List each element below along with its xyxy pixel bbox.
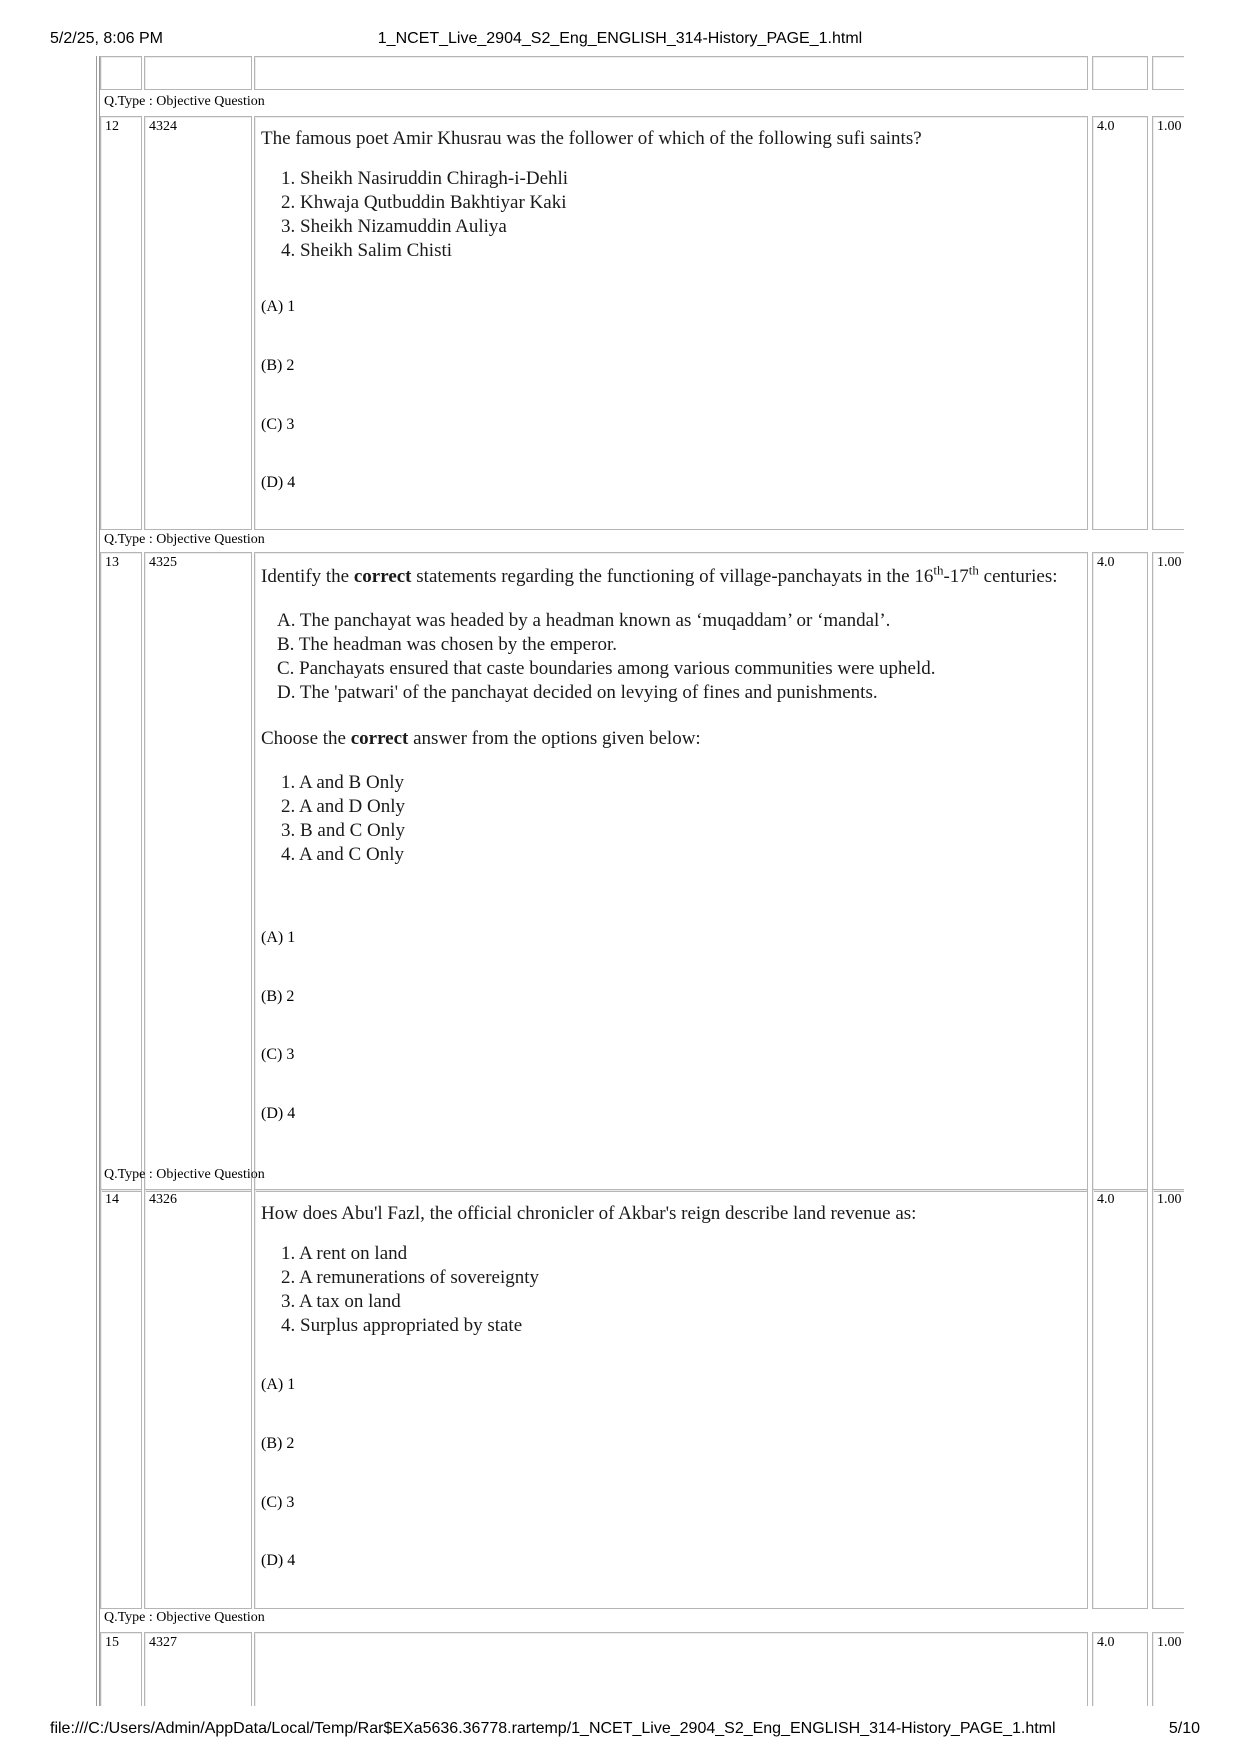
marks-cell-q15	[1092, 1632, 1148, 1706]
choice-list	[281, 1242, 1071, 1338]
emphasis-correct: correct	[350, 728, 409, 749]
option-b[interactable]: (B) 2	[261, 988, 295, 1005]
option-a[interactable]: (A) 1	[261, 298, 296, 315]
choice-item: 3. B and C Only	[281, 820, 406, 841]
marks-value: 4.0	[1097, 555, 1115, 570]
statement-item: A. The panchayat was headed by a headman known as ‘muqaddam’ or ‘mandal’.	[277, 610, 891, 631]
qid-cell-q14	[144, 1189, 252, 1609]
choice-item: 3. Sheikh Nizamuddin Auliya	[281, 216, 507, 237]
marks-value: 4.0	[1097, 1192, 1115, 1207]
marks-value: 4.0	[1097, 119, 1115, 134]
question-text: How does Abu'l Fazl, the official chronicler of Akbar's reign describe land revenue as:	[261, 1203, 917, 1224]
option-c[interactable]: (C) 3	[261, 416, 295, 433]
option-c[interactable]: (C) 3	[261, 1046, 295, 1063]
negative-marks-value: 1.00	[1157, 1192, 1182, 1207]
choice-item: 4. Surplus appropriated by state	[281, 1315, 523, 1336]
prev-marks-cell	[1092, 56, 1148, 90]
qid-cell-q15	[144, 1632, 252, 1706]
prev-question-cell	[254, 56, 1088, 90]
choice-item: 1. A and B Only	[281, 772, 404, 793]
option-b[interactable]: (B) 2	[261, 1435, 295, 1452]
choice-item: 3. A tax on land	[281, 1291, 401, 1312]
statement-item: B. The headman was chosen by the emperor.	[277, 634, 617, 655]
question-cell-q13	[254, 552, 1088, 1192]
question-id: 4327	[149, 1635, 177, 1650]
marks-cell-q13	[1092, 552, 1148, 1192]
option-d[interactable]: (D) 4	[261, 1552, 296, 1569]
serial-number: 14	[105, 1192, 119, 1207]
negative-cell-q14	[1152, 1189, 1184, 1609]
statement-item: C. Panchayats ensured that caste boundaries among various communities were upheld.	[277, 658, 936, 679]
choice-item: 2. A and D Only	[281, 796, 406, 817]
choice-item: 4. Sheikh Salim Chisti	[281, 240, 453, 261]
serial-number: 13	[105, 555, 119, 570]
sno-cell-q13	[100, 552, 142, 1192]
frame-border	[96, 56, 97, 1706]
question-stem-q14	[261, 1202, 1071, 1338]
negative-marks-value: 1.00	[1157, 555, 1182, 570]
qid-cell-q13	[144, 552, 252, 1192]
choice-item: 2. A remunerations of sovereignty	[281, 1267, 540, 1288]
option-c[interactable]: (C) 3	[261, 1494, 295, 1511]
question-id: 4325	[149, 555, 177, 570]
question-cell-q14	[254, 1189, 1088, 1609]
question-id: 4324	[149, 119, 177, 134]
option-b[interactable]: (B) 2	[261, 357, 295, 374]
qtype-label-q15: Q.Type : Objective Question	[104, 1610, 265, 1625]
print-page-number: 5/10	[1168, 1720, 1200, 1737]
print-footer	[0, 1720, 1240, 1744]
negative-cell-q15	[1152, 1632, 1184, 1706]
negative-marks-value: 1.00	[1157, 119, 1182, 134]
question-cell-q15	[254, 1632, 1088, 1706]
question-text: The famous poet Amir Khusrau was the follower of which of the following sufi saints?	[261, 128, 922, 149]
question-stem-q12	[261, 127, 1071, 263]
choice-item: 1. Sheikh Nasiruddin Chiragh-i-Dehli	[281, 168, 569, 189]
option-d[interactable]: (D) 4	[261, 1105, 296, 1122]
option-a[interactable]: (A) 1	[261, 929, 296, 946]
prev-sno-cell	[100, 56, 142, 90]
sno-cell-q12	[100, 116, 142, 530]
choice-list	[281, 771, 1071, 867]
print-header	[0, 30, 1240, 54]
statement-item: D. The 'patwari' of the panchayat decided on levying of fines and punishments.	[277, 682, 878, 703]
marks-cell-q12	[1092, 116, 1148, 530]
question-cell-q12	[254, 116, 1088, 530]
question-stem-q13	[261, 562, 1071, 867]
negative-cell-q12	[1152, 116, 1184, 530]
choice-item: 4. A and C Only	[281, 844, 404, 865]
question-paper	[98, 56, 1184, 1706]
choice-list	[281, 167, 1071, 263]
emphasis-correct: correct	[353, 566, 412, 587]
print-datetime: 5/2/25, 8:06 PM	[50, 30, 163, 47]
choose-instruction: Choose the correct answer from the options given below:	[261, 728, 701, 749]
negative-marks-value: 1.00	[1157, 1635, 1182, 1650]
question-id: 4326	[149, 1192, 177, 1207]
choice-item: 1. A rent on land	[281, 1243, 408, 1264]
option-d[interactable]: (D) 4	[261, 474, 296, 491]
qid-cell-q12	[144, 116, 252, 530]
option-a[interactable]: (A) 1	[261, 1376, 296, 1393]
qtype-label-q14: Q.Type : Objective Question	[104, 1167, 265, 1182]
negative-cell-q13	[1152, 552, 1184, 1192]
qtype-label-q13: Q.Type : Objective Question	[104, 532, 265, 547]
sno-cell-q15	[100, 1632, 142, 1706]
marks-cell-q14	[1092, 1189, 1148, 1609]
prev-qid-cell	[144, 56, 252, 90]
prev-negative-cell	[1152, 56, 1184, 90]
question-text: Identify the correct statements regarding the functioning of village-panchayats in the 16th-17th centuries:	[261, 562, 1058, 587]
marks-value: 4.0	[1097, 1635, 1115, 1650]
choice-item: 2. Khwaja Qutbuddin Bakhtiyar Kaki	[281, 192, 567, 213]
statement-list	[277, 609, 1071, 705]
print-file-path: file:///C:/Users/Admin/AppData/Local/Temp/Rar$EXa5636.36778.rartemp/1_NCET_Live_2904_S2_Eng_ENGLISH_314-History_PAGE_1.html	[50, 1720, 1056, 1737]
serial-number: 15	[105, 1635, 119, 1650]
sno-cell-q14	[100, 1189, 142, 1609]
serial-number: 12	[105, 119, 119, 134]
print-page-title: 1_NCET_Live_2904_S2_Eng_ENGLISH_314-History_PAGE_1.html	[377, 30, 863, 47]
qtype-label-q12: Q.Type : Objective Question	[104, 94, 265, 109]
